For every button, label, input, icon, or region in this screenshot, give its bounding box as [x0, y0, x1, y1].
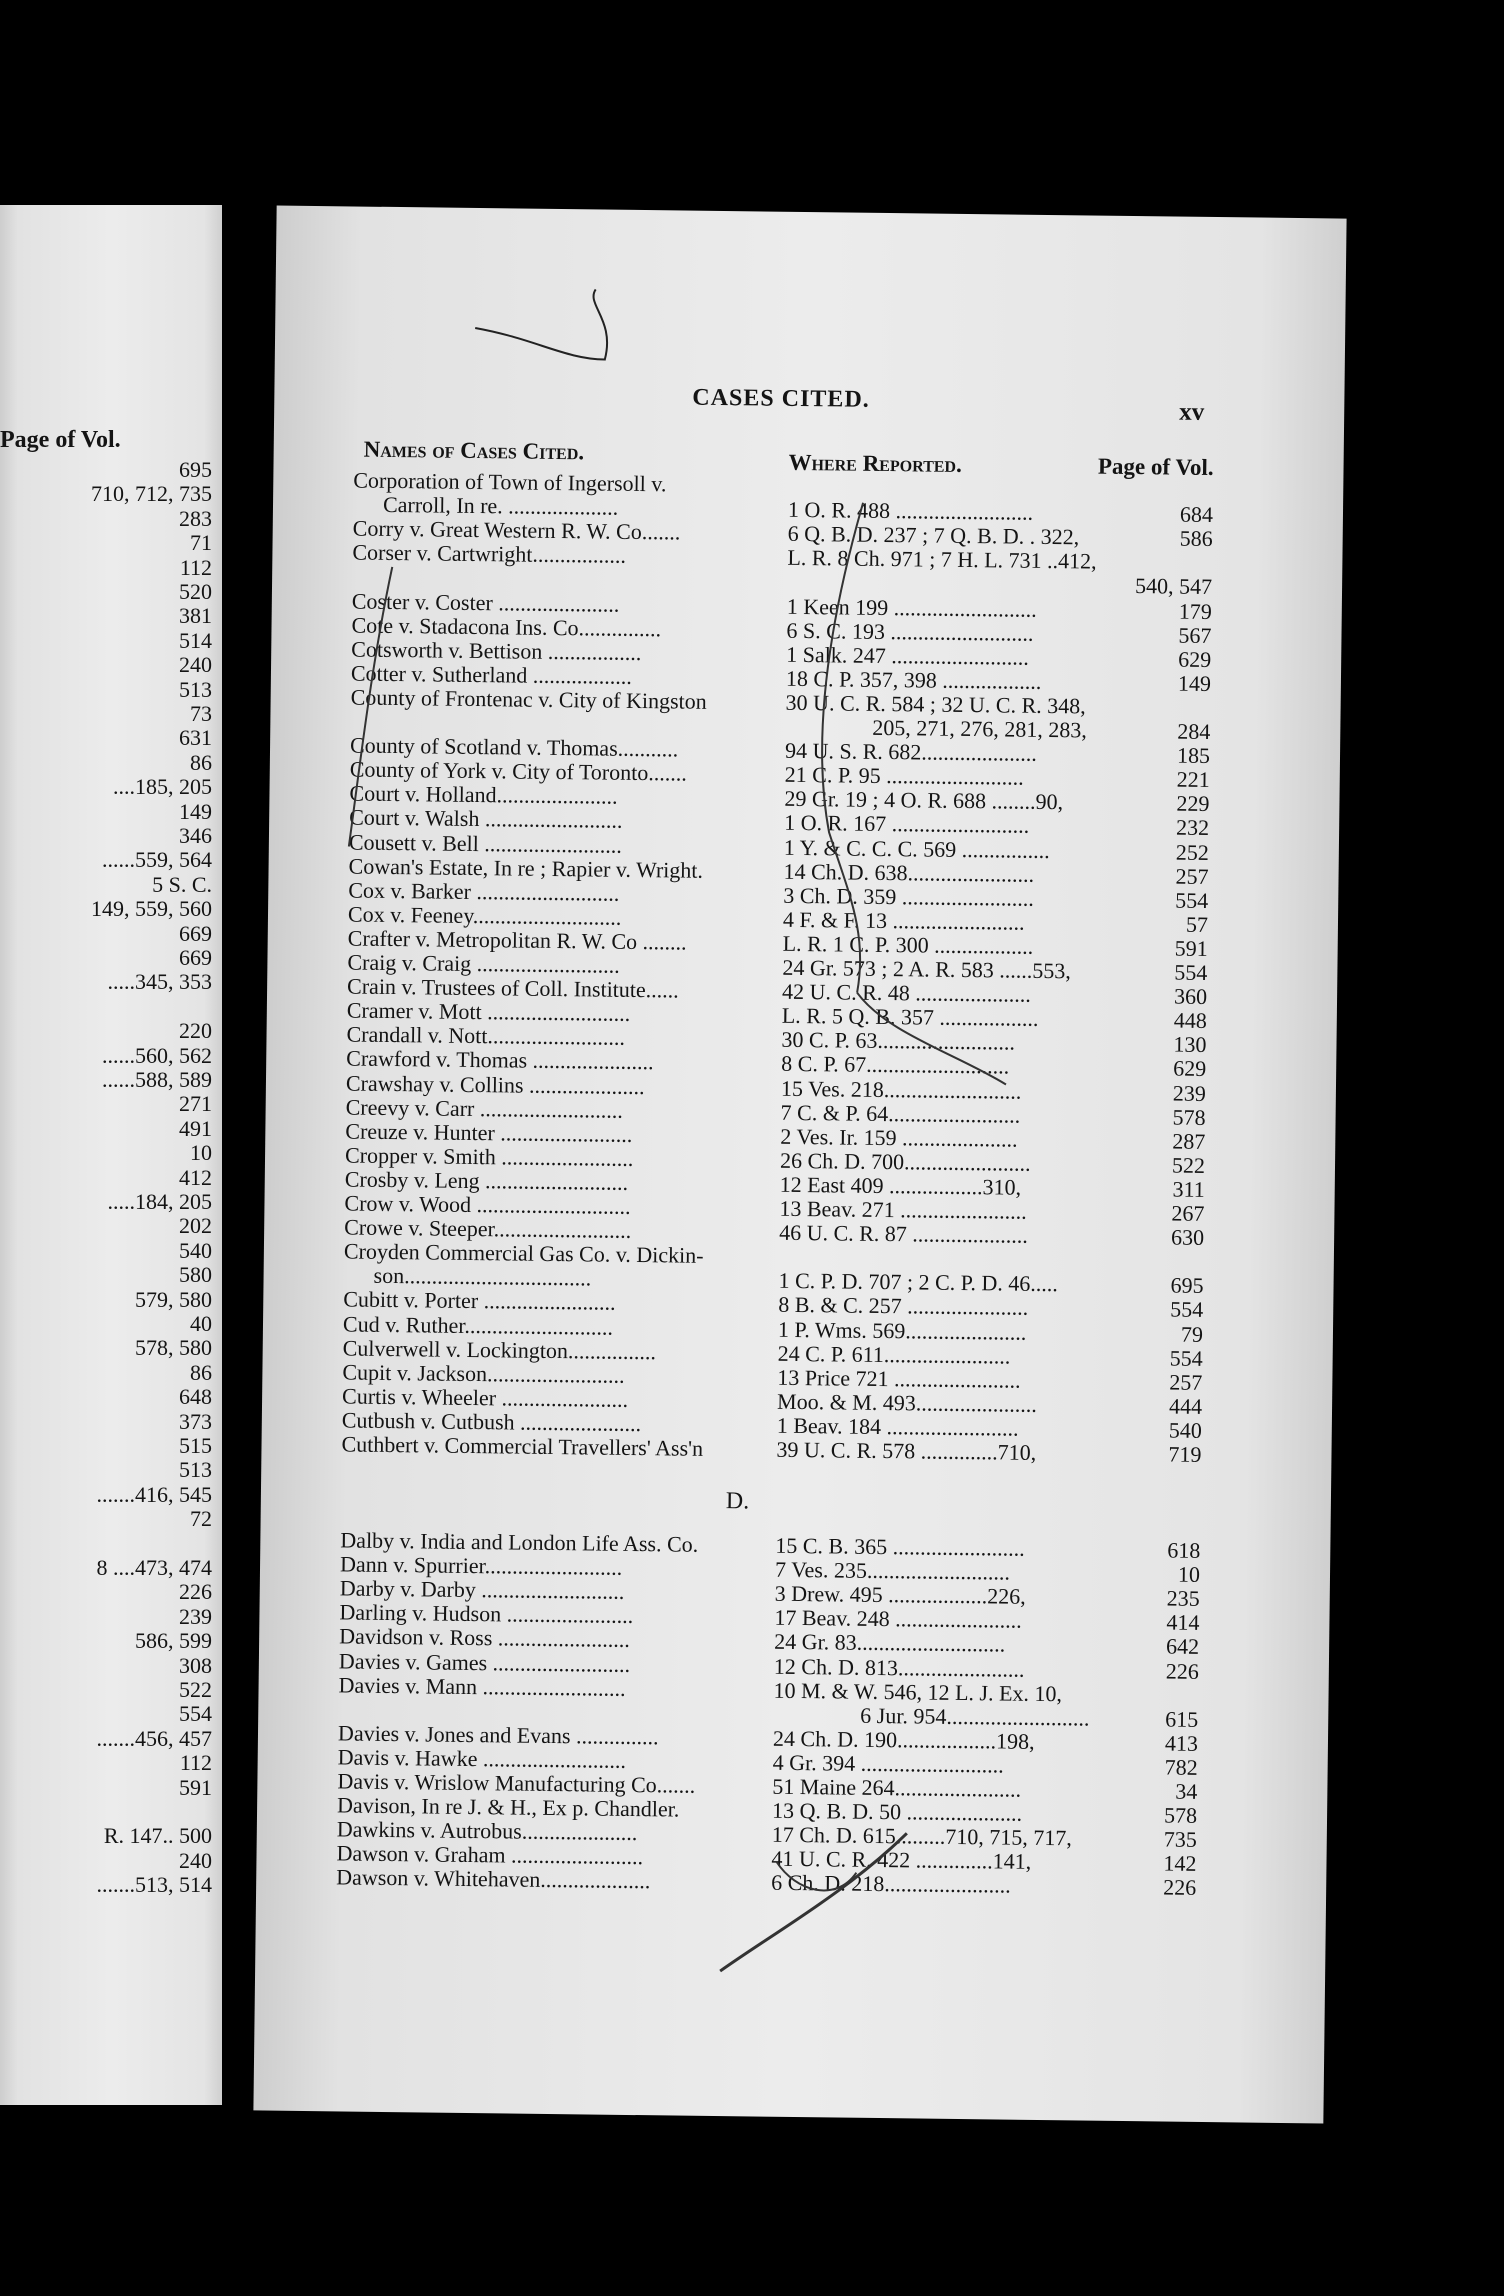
left-page-line: 40	[190, 1311, 212, 1336]
case-name: Court v. Holland......................	[349, 780, 618, 810]
page-of-vol: 554	[1174, 959, 1208, 985]
left-page-line: 373	[179, 1408, 212, 1434]
left-page-line: 220	[179, 1018, 212, 1044]
where-reported: 13 Beav. 271 .......................	[779, 1195, 1027, 1224]
case-name: Davison, In re J. & H., Ex p. Chandler.	[336, 1792, 680, 1822]
page-of-vol: 578	[1163, 1802, 1198, 1828]
case-name: Dawkins v. Autrobus.....................	[336, 1816, 638, 1846]
left-page-line: ....185, 205	[113, 774, 212, 800]
left-page-line: 580	[179, 1262, 212, 1288]
left-page-line: .......513, 514	[96, 1872, 212, 1898]
case-name: Davis v. Wrislow Manufacturing Co.......	[337, 1768, 696, 1798]
page-of-vol: 10	[1177, 1561, 1201, 1588]
page-of-vol: 554	[1169, 1345, 1203, 1371]
where-reported: 12 East 409 .................310,	[779, 1171, 1022, 1200]
column-header-where: Where Reported.	[788, 449, 962, 477]
left-page-line: 8 ....473, 474	[96, 1555, 212, 1580]
page-of-vol: 142	[1163, 1850, 1197, 1877]
left-page-line: .......416, 545	[96, 1481, 212, 1507]
left-page-line: .....184, 205	[107, 1189, 212, 1214]
left-page-line: 202	[179, 1213, 212, 1239]
left-page-line: 586, 599	[135, 1628, 212, 1654]
case-name: Corporation of Town of Ingersoll v.	[353, 467, 667, 497]
where-reported: 10 M. & W. 546, 12 L. J. Ex. 10,	[773, 1677, 1063, 1706]
page-of-vol: 257	[1169, 1369, 1203, 1395]
left-page-line: 381	[179, 603, 212, 629]
case-name: Crandall v. Nott.........................	[346, 1021, 626, 1051]
left-page-line: 112	[179, 554, 212, 580]
where-reported: 13 Q. B. D. 50 .....................	[771, 1797, 1023, 1826]
page-of-vol: 629	[1178, 646, 1212, 672]
left-page-line: 522	[179, 1677, 212, 1702]
where-reported: 30 U. C. R. 584 ; 32 U. C. R. 348,	[785, 689, 1086, 719]
left-page-line: 710, 712, 735	[91, 481, 212, 507]
case-name: Corry v. Great Western R. W. Co.......	[352, 515, 681, 545]
where-reported: 14 Ch. D. 638.......................	[783, 858, 1035, 887]
page-of-vol: 79	[1180, 1321, 1204, 1347]
page-of-vol: 185	[1176, 742, 1211, 769]
page-of-vol: 522	[1171, 1152, 1206, 1178]
case-name: Cousett v. Bell .........................	[348, 828, 623, 858]
where-reported: 51 Maine 264.......................	[772, 1773, 1022, 1802]
left-page-line: 346	[179, 823, 212, 848]
case-name: Cutbush v. Cutbush ......................	[341, 1407, 642, 1436]
where-reported: 46 U. C. R. 87 .....................	[779, 1219, 1029, 1248]
page-of-vol: 695	[1170, 1272, 1204, 1299]
case-name: Crawford v. Thomas ......................	[346, 1045, 654, 1075]
page-of-vol: 540	[1168, 1417, 1202, 1443]
running-title: CASES CITED.	[692, 384, 870, 413]
case-name: Court v. Walsh .........................	[349, 804, 623, 834]
case-name: Cowan's Estate, In re ; Rapier v. Wright.	[348, 853, 704, 883]
page-of-vol: 554	[1175, 887, 1209, 913]
where-reported: 24 C. P. 611.......................	[777, 1340, 1011, 1369]
page-of-vol: 642	[1165, 1633, 1200, 1660]
left-page-line: ......588, 589	[102, 1067, 212, 1092]
where-reported: 24 Gr. 573 ; 2 A. R. 583 ......553,	[782, 954, 1072, 984]
page-of-vol: 360	[1173, 983, 1208, 1010]
case-name: Corser v. Cartwright.................	[352, 539, 627, 569]
case-name: Dawson v. Whitehaven....................	[336, 1864, 651, 1894]
page-of-vol: 221	[1176, 766, 1210, 793]
where-reported: 24 Ch. D. 190..................198,	[772, 1725, 1035, 1754]
left-page-line: ......559, 564	[102, 847, 212, 873]
left-page-line: 149, 559, 560	[91, 896, 212, 922]
where-reported: 8 B. & C. 257 ......................	[778, 1292, 1029, 1321]
page-of-vol: 444	[1168, 1393, 1203, 1419]
case-name: Darling v. Hudson .......................	[339, 1599, 634, 1629]
left-page-line: ......560, 562	[102, 1042, 212, 1068]
page-of-vol: 782	[1164, 1754, 1198, 1780]
case-name: County of York v. City of Toronto.......	[349, 756, 687, 786]
page-of-vol: 226	[1165, 1658, 1199, 1684]
left-page-line: 86	[190, 749, 212, 775]
left-page-line: 578, 580	[135, 1335, 212, 1361]
case-name: Crow v. Wood ............................	[344, 1190, 631, 1219]
case-name: Davies v. Games .........................	[338, 1647, 631, 1677]
where-reported: 2 Ves. Ir. 159 .....................	[780, 1123, 1018, 1152]
case-name: Croyden Commercial Gas Co. v. Dickin-	[343, 1238, 704, 1269]
left-page-line: 648	[179, 1384, 212, 1410]
left-page-line: 631	[179, 725, 212, 751]
case-name: Crain v. Trustees of Coll. Institute......	[346, 973, 679, 1003]
where-reported: 39 U. C. R. 578 ..............710,	[776, 1436, 1037, 1465]
left-page-line: 513	[179, 676, 212, 702]
section-letter-d: D.	[725, 1488, 750, 1515]
page-of-vol: 267	[1171, 1200, 1205, 1226]
where-reported: 205, 271, 276, 281, 283,	[872, 714, 1087, 743]
case-name: County of Scotland v. Thomas...........	[349, 732, 679, 762]
page-of-vol: 149	[1177, 670, 1212, 696]
where-reported: L. R. 5 Q. B. 357 ..................	[781, 1002, 1039, 1032]
page-of-vol: 618	[1167, 1537, 1201, 1563]
page-of-vol: 413	[1164, 1730, 1199, 1756]
page-of-vol: 684	[1179, 501, 1214, 528]
page-of-vol: 252	[1175, 839, 1210, 865]
column-header-names: Names of Cases Cited.	[363, 436, 585, 465]
case-name: Craig v. Craig ..........................	[347, 949, 620, 978]
page-of-vol: 578	[1172, 1104, 1206, 1130]
where-reported: 4 F. & F. 13 ........................	[782, 906, 1025, 935]
where-reported: 41 U. C. R. 422 ..............141,	[771, 1846, 1032, 1875]
where-reported: 21 C. P. 95 .........................	[784, 761, 1024, 790]
left-page-line: 579, 580	[135, 1286, 212, 1312]
left-page-line: R. 147.. 500	[103, 1823, 212, 1849]
left-page-line: 513	[179, 1457, 212, 1483]
case-name: Darby v. Darby ..........................	[339, 1575, 625, 1605]
case-name: Davies v. Mann ..........................	[338, 1671, 626, 1701]
page-of-vol: 586	[1179, 525, 1213, 552]
where-reported: 3 Ch. D. 359 ........................	[783, 882, 1034, 911]
page-of-vol: 540, 547	[1134, 573, 1213, 600]
left-page-line: .......456, 457	[96, 1725, 212, 1751]
where-reported: L. R. 8 Ch. 971 ; 7 H. L. 731 ..412,	[787, 545, 1097, 574]
page-of-vol: 311	[1172, 1176, 1205, 1202]
left-page-line: 226	[179, 1579, 212, 1605]
case-name-continuation: Carroll, In re. ....................	[382, 491, 619, 520]
case-name: Culverwell v. Lockington................	[342, 1335, 657, 1364]
left-page-line: 412	[179, 1164, 212, 1190]
case-name: Dawson v. Graham ........................	[336, 1840, 644, 1870]
where-reported: 1 P. Wms. 569......................	[777, 1316, 1027, 1345]
page-of-vol: 57	[1185, 911, 1209, 937]
where-reported: 42 U. C. R. 48 .....................	[781, 978, 1031, 1007]
page-of-vol: 34	[1175, 1778, 1198, 1804]
case-name: Cramer v. Mott ..........................	[346, 997, 631, 1027]
page-of-vol: 567	[1178, 622, 1212, 648]
where-reported: 6 Jur. 954..........................	[860, 1702, 1090, 1731]
case-name: Creevy v. Carr ..........................	[345, 1094, 624, 1123]
case-name: Cotsworth v. Bettison .................	[351, 636, 642, 665]
where-reported: 6 Q. B. D. 237 ; 7 Q. B. D. . 322,	[787, 520, 1080, 550]
left-page-line: 72	[190, 1506, 212, 1532]
where-reported: Moo. & M. 493......................	[776, 1388, 1037, 1417]
left-page-line: 491	[179, 1115, 212, 1141]
where-reported: 7 Ves. 235..........................	[774, 1556, 1011, 1585]
where-reported: 1 O. R. 488 .........................	[787, 496, 1034, 525]
left-page-line: 520	[179, 579, 212, 604]
left-page-line: 149	[179, 798, 212, 824]
left-page-line: 591	[179, 1774, 212, 1800]
page-of-vol: 257	[1175, 863, 1209, 889]
left-page-line: 71	[190, 530, 212, 556]
case-name: Cud v. Ruther...........................	[342, 1310, 614, 1340]
case-name: Cox v. Barker ..........................	[348, 877, 620, 906]
page-of-vol: 630	[1170, 1224, 1205, 1251]
page-of-vol: 414	[1166, 1609, 1200, 1636]
left-page-line: 669	[179, 920, 212, 946]
case-name: Crawshay v. Collins .....................	[345, 1069, 645, 1099]
left-page-line: 308	[179, 1652, 212, 1678]
left-page-line: 540	[179, 1237, 212, 1263]
left-page-line: 271	[179, 1091, 212, 1117]
case-name: Cropper v. Smith ........................	[344, 1142, 634, 1171]
page-of-vol: 554	[1170, 1296, 1204, 1323]
case-name: Cuthbert v. Commercial Travellers' Ass'n	[341, 1431, 704, 1461]
where-reported: 15 C. B. 365 ........................	[775, 1532, 1025, 1561]
where-reported: 1 Beav. 184 ........................	[776, 1412, 1019, 1441]
page-of-vol: 448	[1173, 1007, 1207, 1034]
page-of-vol: 615	[1165, 1706, 1199, 1732]
case-name: Coster v. Coster ......................	[351, 587, 620, 617]
case-name: Cox v. Feeney...........................	[347, 901, 622, 930]
case-name: Davies v. Jones and Evans ...............	[337, 1720, 659, 1750]
page-of-vol: 229	[1176, 790, 1210, 817]
page-number: xv	[1179, 398, 1205, 426]
where-reported: 6 S. C. 193 ..........................	[786, 617, 1034, 646]
where-reported: 13 Price 721 .......................	[777, 1364, 1021, 1393]
where-reported: 24 Gr. 83...........................	[774, 1629, 1006, 1657]
where-reported: 1 Y. & C. C. C. 569 ................	[783, 834, 1050, 863]
left-page-line: 10	[190, 1140, 212, 1166]
left-page	[0, 205, 222, 2105]
left-page-header: Page of Vol.	[0, 427, 121, 453]
where-reported: 12 Ch. D. 813.......................	[773, 1653, 1025, 1682]
case-name: Crosby v. Leng ..........................	[344, 1166, 629, 1195]
page-of-vol: 629	[1173, 1055, 1207, 1082]
where-reported: 17 Ch. D. 615.........710, 715, 717,	[771, 1821, 1073, 1851]
left-page-line: 240	[179, 1847, 212, 1873]
where-reported: 26 Ch. D. 700.......................	[779, 1147, 1031, 1176]
page-of-vol: 232	[1175, 814, 1210, 841]
left-page-line: 239	[179, 1603, 212, 1629]
case-name: Cubitt v. Porter ........................	[343, 1286, 616, 1316]
page-of-vol: 226	[1163, 1874, 1197, 1901]
left-page-line: 5 S. C.	[152, 871, 212, 897]
case-name: Davidson v. Ross ........................	[339, 1623, 631, 1653]
where-reported: 18 C. P. 357, 398 ..................	[785, 665, 1042, 694]
left-page-line: .....345, 353	[107, 969, 212, 995]
where-reported: 94 U. S. R. 682.....................	[784, 737, 1037, 766]
page-of-vol: 235	[1166, 1585, 1200, 1612]
left-page-line: 73	[190, 701, 212, 726]
where-reported: 1 C. P. D. 707 ; 2 C. P. D. 46.....	[778, 1268, 1059, 1297]
page-of-vol: 735	[1163, 1826, 1197, 1853]
where-reported: 1 O. R. 167 .........................	[784, 810, 1030, 839]
case-name: Dalby v. India and London Life Ass. Co.	[340, 1527, 699, 1557]
left-page-line: 554	[179, 1701, 212, 1727]
where-reported: 4 Gr. 394 ..........................	[772, 1749, 1004, 1778]
case-name: Dann v. Spurrier.........................	[339, 1551, 623, 1580]
where-reported: 7 C. & P. 64........................	[780, 1099, 1021, 1128]
case-name: Cotter v. Sutherland ..................	[350, 660, 632, 689]
page-of-vol: 591	[1174, 935, 1208, 961]
left-page-line: 86	[190, 1359, 212, 1385]
case-name: Cupit v. Jackson.........................	[342, 1359, 625, 1388]
page-of-vol: 284	[1177, 718, 1211, 744]
right-page	[253, 206, 1346, 2124]
left-page-line: 695	[179, 457, 212, 482]
where-reported: 1 Keen 199 ..........................	[786, 593, 1037, 622]
case-name: Curtis v. Wheeler .......................	[341, 1383, 629, 1412]
where-reported: 3 Drew. 495 ..................226,	[774, 1580, 1026, 1609]
where-reported: 6 Ch. D. 218.......................	[771, 1870, 1011, 1899]
case-name: County of Frontenac v. City of Kingston	[350, 684, 707, 714]
left-page-line: 514	[179, 627, 212, 653]
left-page-line: 240	[179, 652, 212, 678]
left-page-line: 515	[179, 1433, 212, 1458]
where-reported: 1 Salk. 247 .........................	[786, 641, 1029, 670]
where-reported: 15 Ves. 218.........................	[780, 1075, 1022, 1104]
where-reported: 29 Gr. 19 ; 4 O. R. 688 ........90,	[784, 786, 1064, 815]
case-name: Creuze v. Hunter ........................	[345, 1118, 633, 1147]
page-of-vol: 719	[1168, 1441, 1202, 1467]
case-name: Crafter v. Metropolitan R. W. Co ........	[347, 925, 687, 955]
case-name: Crowe v. Steeper.........................	[344, 1214, 632, 1244]
page-of-vol: 130	[1173, 1031, 1207, 1058]
case-name: Cote v. Stadacona Ins. Co...............	[351, 612, 662, 641]
where-reported: 30 C. P. 63.........................	[781, 1027, 1016, 1055]
page-of-vol: 287	[1172, 1128, 1206, 1154]
left-page-line: 669	[179, 945, 212, 970]
where-reported: 17 Beav. 248 .......................	[774, 1605, 1022, 1634]
left-page-line: 112	[179, 1750, 212, 1776]
page-of-vol: 179	[1178, 598, 1212, 624]
page-of-vol: 239	[1172, 1080, 1207, 1106]
column-header-page: Page of Vol.	[1097, 453, 1214, 480]
case-name-continuation: son..................................	[373, 1263, 592, 1291]
case-name: Davis v. Hawke ..........................	[337, 1744, 627, 1773]
left-page-line: 283	[179, 505, 212, 531]
where-reported: 8 C. P. 67..........................	[781, 1051, 1010, 1079]
where-reported: L. R. 1 C. P. 300 ..................	[782, 930, 1034, 959]
